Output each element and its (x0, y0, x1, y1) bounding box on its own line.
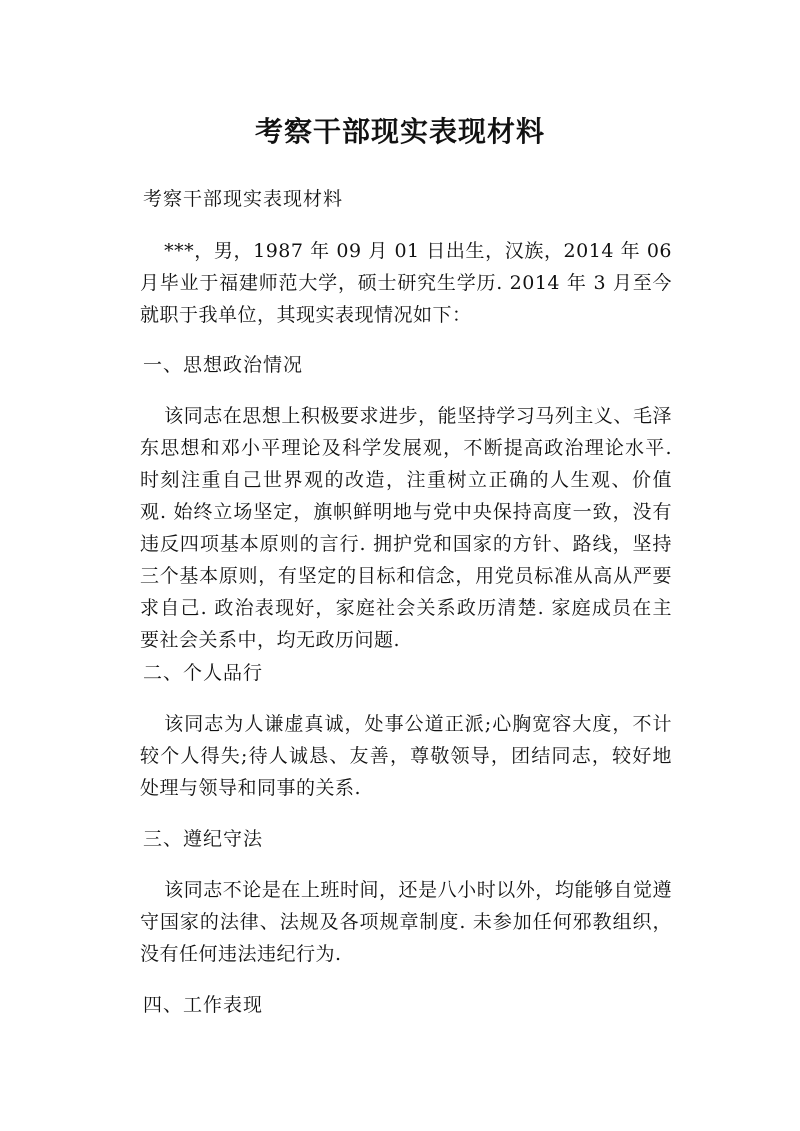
document-title: 考察干部现实表现材料 (254, 115, 545, 148)
section-body-law: 该同志不论是在上班时间，还是八小时以外，均能够自觉遵守国家的法律、法规及各项规章制度. 未参加任何邪教组织，没有任何违法违纪行为. (140, 879, 672, 965)
section-body-politics: 该同志在思想上积极要求进步，能坚持学习马列主义、毛泽东思想和邓小平理论及科学发展观，不断提高政治理论水平. 时刻注重自己世界观的改造，注重树立正确的人生观、价值观. 始终立场坚定，旗帜鲜明地与党中央保持高度一致，没有违反四项基本原则的言行. 拥护党和国家的方针、路线，坚持三个基本原则，有坚定的目标和信念，用党员标准从高从严要求自己. 政治表现好，家庭社会关系政历清楚. 家庭成员在主要社会关系中，均无政历问题. (140, 405, 672, 651)
section-heading-work: 四、工作表现 (143, 994, 264, 1016)
section-heading-character: 二、个人品行 (143, 662, 264, 684)
intro-paragraph: ***，男，1987 年 09 月 01 日出生，汉族，2014 年 06 月毕业于福建师范大学，硕士研究生学历. 2014 年 3 月至今就职于我单位，其现实表现情况如下： (140, 240, 672, 326)
section-heading-law: 三、遵纪守法 (143, 828, 264, 850)
section-body-character: 该同志为人谦虚真诚，处事公道正派;心胸宽容大度，不计较个人得失;待人诚恳、友善，尊敬领导，团结同志，较好地处理与领导和同事的关系. (140, 713, 672, 799)
document-subtitle: 考察干部现实表现材料 (143, 188, 344, 210)
section-heading-politics: 一、思想政治情况 (143, 354, 304, 376)
